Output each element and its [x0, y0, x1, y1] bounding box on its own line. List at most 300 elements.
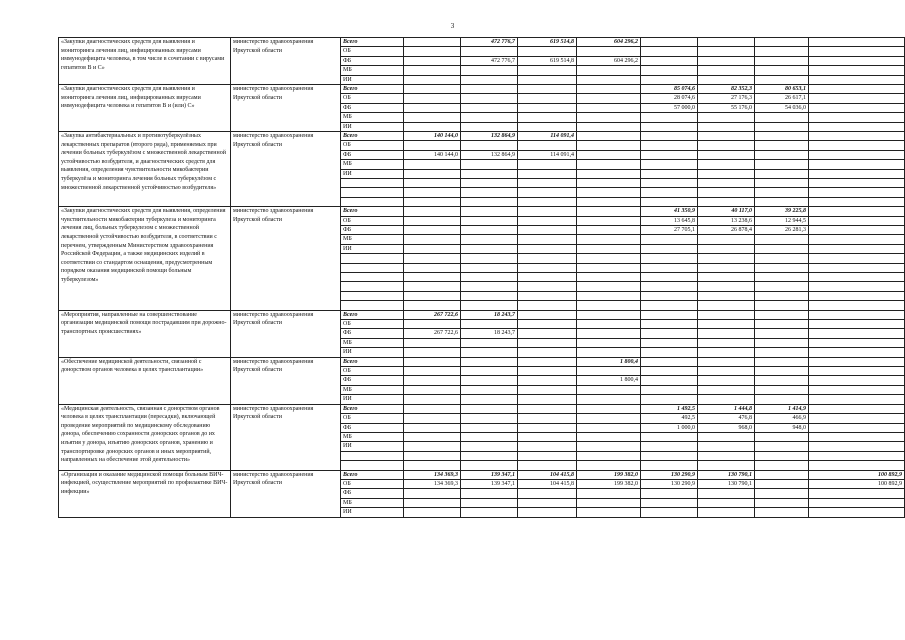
empty-cell — [698, 451, 755, 460]
amount-cell — [698, 169, 755, 178]
amount-cell — [698, 338, 755, 347]
amount-cell — [461, 113, 518, 122]
amount-cell — [698, 367, 755, 376]
amount-cell — [404, 94, 461, 103]
amount-cell — [641, 498, 698, 507]
empty-cell — [755, 197, 809, 206]
amount-cell: 132 864,9 — [461, 150, 518, 159]
amount-cell: 104 415,8 — [518, 470, 577, 479]
amount-cell — [404, 395, 461, 404]
amount-cell — [577, 66, 641, 75]
amount-cell — [404, 122, 461, 131]
amount-cell — [404, 66, 461, 75]
amount-cell — [755, 113, 809, 122]
amount-cell: 130 790,1 — [698, 470, 755, 479]
amount-cell — [755, 310, 809, 319]
empty-cell — [461, 451, 518, 460]
amount-cell — [577, 432, 641, 441]
amount-cell: 18 243,7 — [461, 329, 518, 338]
amount-cell: 466,9 — [755, 414, 809, 423]
empty-cell — [577, 451, 641, 460]
amount-cell — [404, 348, 461, 357]
amount-cell — [461, 94, 518, 103]
amount-cell: 41 350,9 — [641, 207, 698, 216]
amount-cell — [577, 442, 641, 451]
amount-cell — [641, 47, 698, 56]
amount-cell — [755, 385, 809, 394]
amount-cell — [641, 56, 698, 65]
funding-source-mb: МБ — [341, 385, 404, 394]
empty-cell — [698, 197, 755, 206]
amount-cell — [698, 150, 755, 159]
amount-cell — [518, 498, 577, 507]
empty-cell — [755, 291, 809, 300]
amount-cell — [461, 226, 518, 235]
amount-cell — [461, 395, 518, 404]
amount-cell — [461, 141, 518, 150]
measure-executor: министерство здравоохранения Иркутской области — [231, 357, 341, 404]
empty-cell — [641, 291, 698, 300]
amount-cell: 54 036,0 — [755, 103, 809, 112]
empty-cell — [461, 282, 518, 291]
amount-cell — [755, 56, 809, 65]
amount-cell — [641, 66, 698, 75]
empty-cell — [641, 273, 698, 282]
empty-cell — [518, 197, 577, 206]
empty-cell — [404, 188, 461, 197]
amount-cell — [461, 338, 518, 347]
empty-cell — [518, 301, 577, 310]
amount-cell — [755, 367, 809, 376]
amount-cell — [577, 329, 641, 338]
amount-cell — [461, 367, 518, 376]
funding-source-fb: ФБ — [341, 423, 404, 432]
amount-cell — [461, 414, 518, 423]
amount-cell — [518, 122, 577, 131]
empty-cell — [461, 179, 518, 188]
amount-cell — [755, 141, 809, 150]
amount-cell — [809, 348, 905, 357]
amount-cell — [404, 404, 461, 413]
amount-cell — [577, 310, 641, 319]
amount-cell — [755, 348, 809, 357]
amount-cell: 12 944,5 — [755, 216, 809, 225]
amount-cell — [809, 38, 905, 47]
amount-cell — [461, 508, 518, 517]
amount-cell — [809, 329, 905, 338]
empty-cell — [518, 451, 577, 460]
amount-cell — [698, 385, 755, 394]
amount-cell — [518, 141, 577, 150]
empty-cell — [461, 197, 518, 206]
amount-cell: 140 144,0 — [404, 150, 461, 159]
amount-cell — [461, 66, 518, 75]
amount-cell — [518, 75, 577, 84]
funding-source-ob: ОБ — [341, 414, 404, 423]
empty-cell — [404, 461, 461, 470]
amount-cell — [518, 94, 577, 103]
amount-cell — [577, 160, 641, 169]
empty-cell — [341, 291, 404, 300]
table-row — [59, 404, 905, 413]
amount-cell — [518, 376, 577, 385]
amount-cell — [577, 216, 641, 225]
empty-cell — [698, 282, 755, 291]
measure-executor: министерство здравоохранения Иркутской области — [231, 310, 341, 357]
amount-cell — [518, 442, 577, 451]
amount-cell — [641, 244, 698, 253]
amount-cell: 27 176,3 — [698, 94, 755, 103]
empty-cell — [755, 273, 809, 282]
amount-cell — [461, 207, 518, 216]
amount-cell — [755, 150, 809, 159]
empty-cell — [577, 282, 641, 291]
empty-cell — [518, 273, 577, 282]
amount-cell — [518, 160, 577, 169]
empty-cell — [698, 301, 755, 310]
empty-cell — [577, 301, 641, 310]
amount-cell: 26 617,1 — [755, 94, 809, 103]
empty-cell — [404, 263, 461, 272]
amount-cell — [755, 508, 809, 517]
empty-cell — [518, 291, 577, 300]
amount-cell: 492,5 — [641, 414, 698, 423]
amount-cell: 1 444,8 — [698, 404, 755, 413]
amount-cell: 199 382,0 — [577, 479, 641, 488]
amount-cell: 134 369,3 — [404, 470, 461, 479]
amount-cell — [518, 432, 577, 441]
empty-cell — [341, 197, 404, 206]
amount-cell — [577, 103, 641, 112]
empty-cell — [809, 451, 905, 460]
amount-cell — [755, 395, 809, 404]
amount-cell — [755, 169, 809, 178]
amount-cell — [641, 508, 698, 517]
amount-cell — [809, 94, 905, 103]
amount-cell — [518, 395, 577, 404]
measure-executor: министерство здравоохранения Иркутской области — [231, 207, 341, 310]
amount-cell — [641, 329, 698, 338]
amount-cell — [577, 169, 641, 178]
amount-cell — [404, 56, 461, 65]
funding-source-total: Всего — [341, 132, 404, 141]
empty-cell — [698, 273, 755, 282]
amount-cell — [698, 329, 755, 338]
amount-cell — [577, 113, 641, 122]
amount-cell — [518, 207, 577, 216]
amount-cell — [461, 103, 518, 112]
amount-cell: 55 176,0 — [698, 103, 755, 112]
amount-cell — [809, 160, 905, 169]
measure-description: «Обеспечение медицинской деятельности, связанной с донорством органов человека в целях трансплантации» — [59, 357, 231, 404]
amount-cell — [698, 320, 755, 329]
amount-cell: 100 892,9 — [809, 479, 905, 488]
amount-cell — [755, 75, 809, 84]
amount-cell — [577, 132, 641, 141]
amount-cell — [641, 348, 698, 357]
amount-cell — [404, 75, 461, 84]
funding-source-ii: ИИ — [341, 442, 404, 451]
amount-cell — [809, 414, 905, 423]
amount-cell: 476,8 — [698, 414, 755, 423]
table-row — [59, 38, 905, 47]
empty-cell — [518, 263, 577, 272]
amount-cell — [518, 169, 577, 178]
amount-cell — [518, 310, 577, 319]
amount-cell — [518, 348, 577, 357]
amount-cell — [461, 423, 518, 432]
empty-cell — [341, 301, 404, 310]
amount-cell — [698, 122, 755, 131]
measure-executor: министерство здравоохранения Иркутской области — [231, 470, 341, 517]
amount-cell — [809, 141, 905, 150]
amount-cell — [809, 442, 905, 451]
amount-cell — [755, 357, 809, 366]
amount-cell — [577, 404, 641, 413]
amount-cell — [698, 348, 755, 357]
empty-cell — [577, 461, 641, 470]
amount-cell — [577, 489, 641, 498]
page-number: 3 — [450, 22, 455, 30]
amount-cell: 13 238,6 — [698, 216, 755, 225]
amount-cell: 472 776,7 — [461, 56, 518, 65]
amount-cell — [518, 385, 577, 394]
amount-cell — [809, 56, 905, 65]
amount-cell — [577, 395, 641, 404]
empty-cell — [698, 291, 755, 300]
empty-cell — [577, 254, 641, 263]
amount-cell: 26 281,3 — [755, 226, 809, 235]
funding-source-mb: МБ — [341, 432, 404, 441]
amount-cell: 968,0 — [698, 423, 755, 432]
amount-cell — [641, 235, 698, 244]
amount-cell — [461, 432, 518, 441]
amount-cell — [577, 150, 641, 159]
amount-cell — [461, 122, 518, 131]
amount-cell — [404, 216, 461, 225]
empty-cell — [755, 282, 809, 291]
empty-cell — [641, 179, 698, 188]
funding-source-ob: ОБ — [341, 367, 404, 376]
empty-cell — [341, 179, 404, 188]
amount-cell — [518, 226, 577, 235]
amount-cell — [698, 489, 755, 498]
amount-cell — [577, 75, 641, 84]
empty-cell — [461, 273, 518, 282]
empty-cell — [809, 273, 905, 282]
funding-source-total: Всего — [341, 404, 404, 413]
empty-cell — [755, 254, 809, 263]
amount-cell: 948,0 — [755, 423, 809, 432]
amount-cell: 85 074,6 — [641, 85, 698, 94]
empty-cell — [641, 461, 698, 470]
amount-cell — [577, 226, 641, 235]
empty-cell — [404, 179, 461, 188]
amount-cell: 619 514,8 — [518, 56, 577, 65]
empty-cell — [404, 282, 461, 291]
amount-cell — [461, 75, 518, 84]
funding-source-fb: ФБ — [341, 226, 404, 235]
amount-cell — [809, 75, 905, 84]
amount-cell — [577, 498, 641, 507]
amount-cell — [518, 85, 577, 94]
funding-source-mb: МБ — [341, 66, 404, 75]
amount-cell — [461, 385, 518, 394]
amount-cell — [698, 75, 755, 84]
funding-source-mb: МБ — [341, 235, 404, 244]
amount-cell: 13 645,8 — [641, 216, 698, 225]
amount-cell — [577, 508, 641, 517]
empty-cell — [641, 263, 698, 272]
amount-cell — [755, 66, 809, 75]
empty-cell — [641, 282, 698, 291]
amount-cell — [461, 357, 518, 366]
amount-cell — [404, 508, 461, 517]
amount-cell — [641, 395, 698, 404]
empty-cell — [341, 273, 404, 282]
empty-cell — [404, 254, 461, 263]
funding-source-total: Всего — [341, 38, 404, 47]
amount-cell — [698, 442, 755, 451]
funding-source-mb: МБ — [341, 160, 404, 169]
empty-cell — [755, 461, 809, 470]
empty-cell — [755, 263, 809, 272]
measure-description: «Закупки диагностических средств для выявления и мониторинга лечения лиц, инфицированных вирусами иммунодефицита человека, в том числе в сочетании с вирусами гепатитов В и С» — [59, 38, 231, 85]
amount-cell — [518, 320, 577, 329]
empty-cell — [404, 301, 461, 310]
amount-cell: 27 705,1 — [641, 226, 698, 235]
amount-cell — [461, 404, 518, 413]
funding-source-fb: ФБ — [341, 489, 404, 498]
amount-cell — [641, 150, 698, 159]
funding-source-ii: ИИ — [341, 348, 404, 357]
empty-cell — [698, 179, 755, 188]
amount-cell — [641, 38, 698, 47]
amount-cell: 114 091,4 — [518, 132, 577, 141]
amount-cell: 604 296,2 — [577, 56, 641, 65]
amount-cell — [755, 376, 809, 385]
empty-cell — [641, 197, 698, 206]
amount-cell — [518, 66, 577, 75]
empty-cell — [809, 282, 905, 291]
empty-cell — [577, 179, 641, 188]
amount-cell — [404, 169, 461, 178]
amount-cell — [404, 414, 461, 423]
amount-cell — [641, 122, 698, 131]
empty-cell — [641, 301, 698, 310]
amount-cell — [698, 141, 755, 150]
empty-cell — [404, 273, 461, 282]
funding-source-total: Всего — [341, 470, 404, 479]
empty-cell — [641, 188, 698, 197]
amount-cell — [809, 85, 905, 94]
amount-cell — [698, 498, 755, 507]
amount-cell: 604 296,2 — [577, 38, 641, 47]
measure-executor: министерство здравоохранения Иркутской области — [231, 132, 341, 207]
amount-cell — [518, 113, 577, 122]
empty-cell — [461, 301, 518, 310]
amount-cell — [404, 113, 461, 122]
amount-cell — [698, 132, 755, 141]
funding-source-mb: МБ — [341, 498, 404, 507]
empty-cell — [404, 291, 461, 300]
empty-cell — [809, 291, 905, 300]
empty-cell — [341, 282, 404, 291]
empty-cell — [518, 179, 577, 188]
funding-source-total: Всего — [341, 85, 404, 94]
funding-source-ob: ОБ — [341, 47, 404, 56]
amount-cell — [698, 376, 755, 385]
empty-cell — [755, 188, 809, 197]
empty-cell — [341, 461, 404, 470]
measure-executor: министерство здравоохранения Иркутской области — [231, 85, 341, 132]
amount-cell — [577, 414, 641, 423]
amount-cell — [641, 442, 698, 451]
amount-cell — [404, 423, 461, 432]
amount-cell: 100 892,9 — [809, 470, 905, 479]
empty-cell — [404, 451, 461, 460]
amount-cell — [809, 122, 905, 131]
amount-cell — [404, 385, 461, 394]
amount-cell — [404, 442, 461, 451]
amount-cell — [577, 235, 641, 244]
amount-cell: 1 414,9 — [755, 404, 809, 413]
amount-cell — [641, 169, 698, 178]
amount-cell — [461, 442, 518, 451]
amount-cell — [577, 244, 641, 253]
amount-cell — [461, 348, 518, 357]
amount-cell — [755, 132, 809, 141]
table-row — [59, 310, 905, 319]
amount-cell — [577, 122, 641, 131]
amount-cell — [577, 47, 641, 56]
amount-cell — [809, 113, 905, 122]
table-row — [59, 132, 905, 141]
empty-cell — [341, 263, 404, 272]
empty-cell — [755, 179, 809, 188]
amount-cell: 132 864,9 — [461, 132, 518, 141]
amount-cell — [809, 132, 905, 141]
amount-cell — [809, 357, 905, 366]
amount-cell — [404, 85, 461, 94]
amount-cell: 57 000,0 — [641, 103, 698, 112]
funding-source-total: Всего — [341, 310, 404, 319]
amount-cell — [755, 432, 809, 441]
amount-cell: 130 790,1 — [698, 479, 755, 488]
empty-cell — [341, 254, 404, 263]
amount-cell: 80 653,1 — [755, 85, 809, 94]
empty-cell — [698, 188, 755, 197]
amount-cell: 139 347,1 — [461, 479, 518, 488]
amount-cell — [641, 320, 698, 329]
funding-source-mb: МБ — [341, 338, 404, 347]
funding-source-total: Всего — [341, 207, 404, 216]
empty-cell — [809, 461, 905, 470]
amount-cell — [461, 169, 518, 178]
funding-source-fb: ФБ — [341, 376, 404, 385]
amount-cell — [577, 94, 641, 103]
amount-cell — [641, 376, 698, 385]
amount-cell — [809, 244, 905, 253]
amount-cell — [809, 376, 905, 385]
amount-cell — [809, 338, 905, 347]
amount-cell — [641, 132, 698, 141]
empty-cell — [641, 451, 698, 460]
amount-cell — [755, 320, 809, 329]
funding-source-ob: ОБ — [341, 94, 404, 103]
measure-executor: министерство здравоохранения Иркутской области — [231, 38, 341, 85]
table-row — [59, 357, 905, 366]
